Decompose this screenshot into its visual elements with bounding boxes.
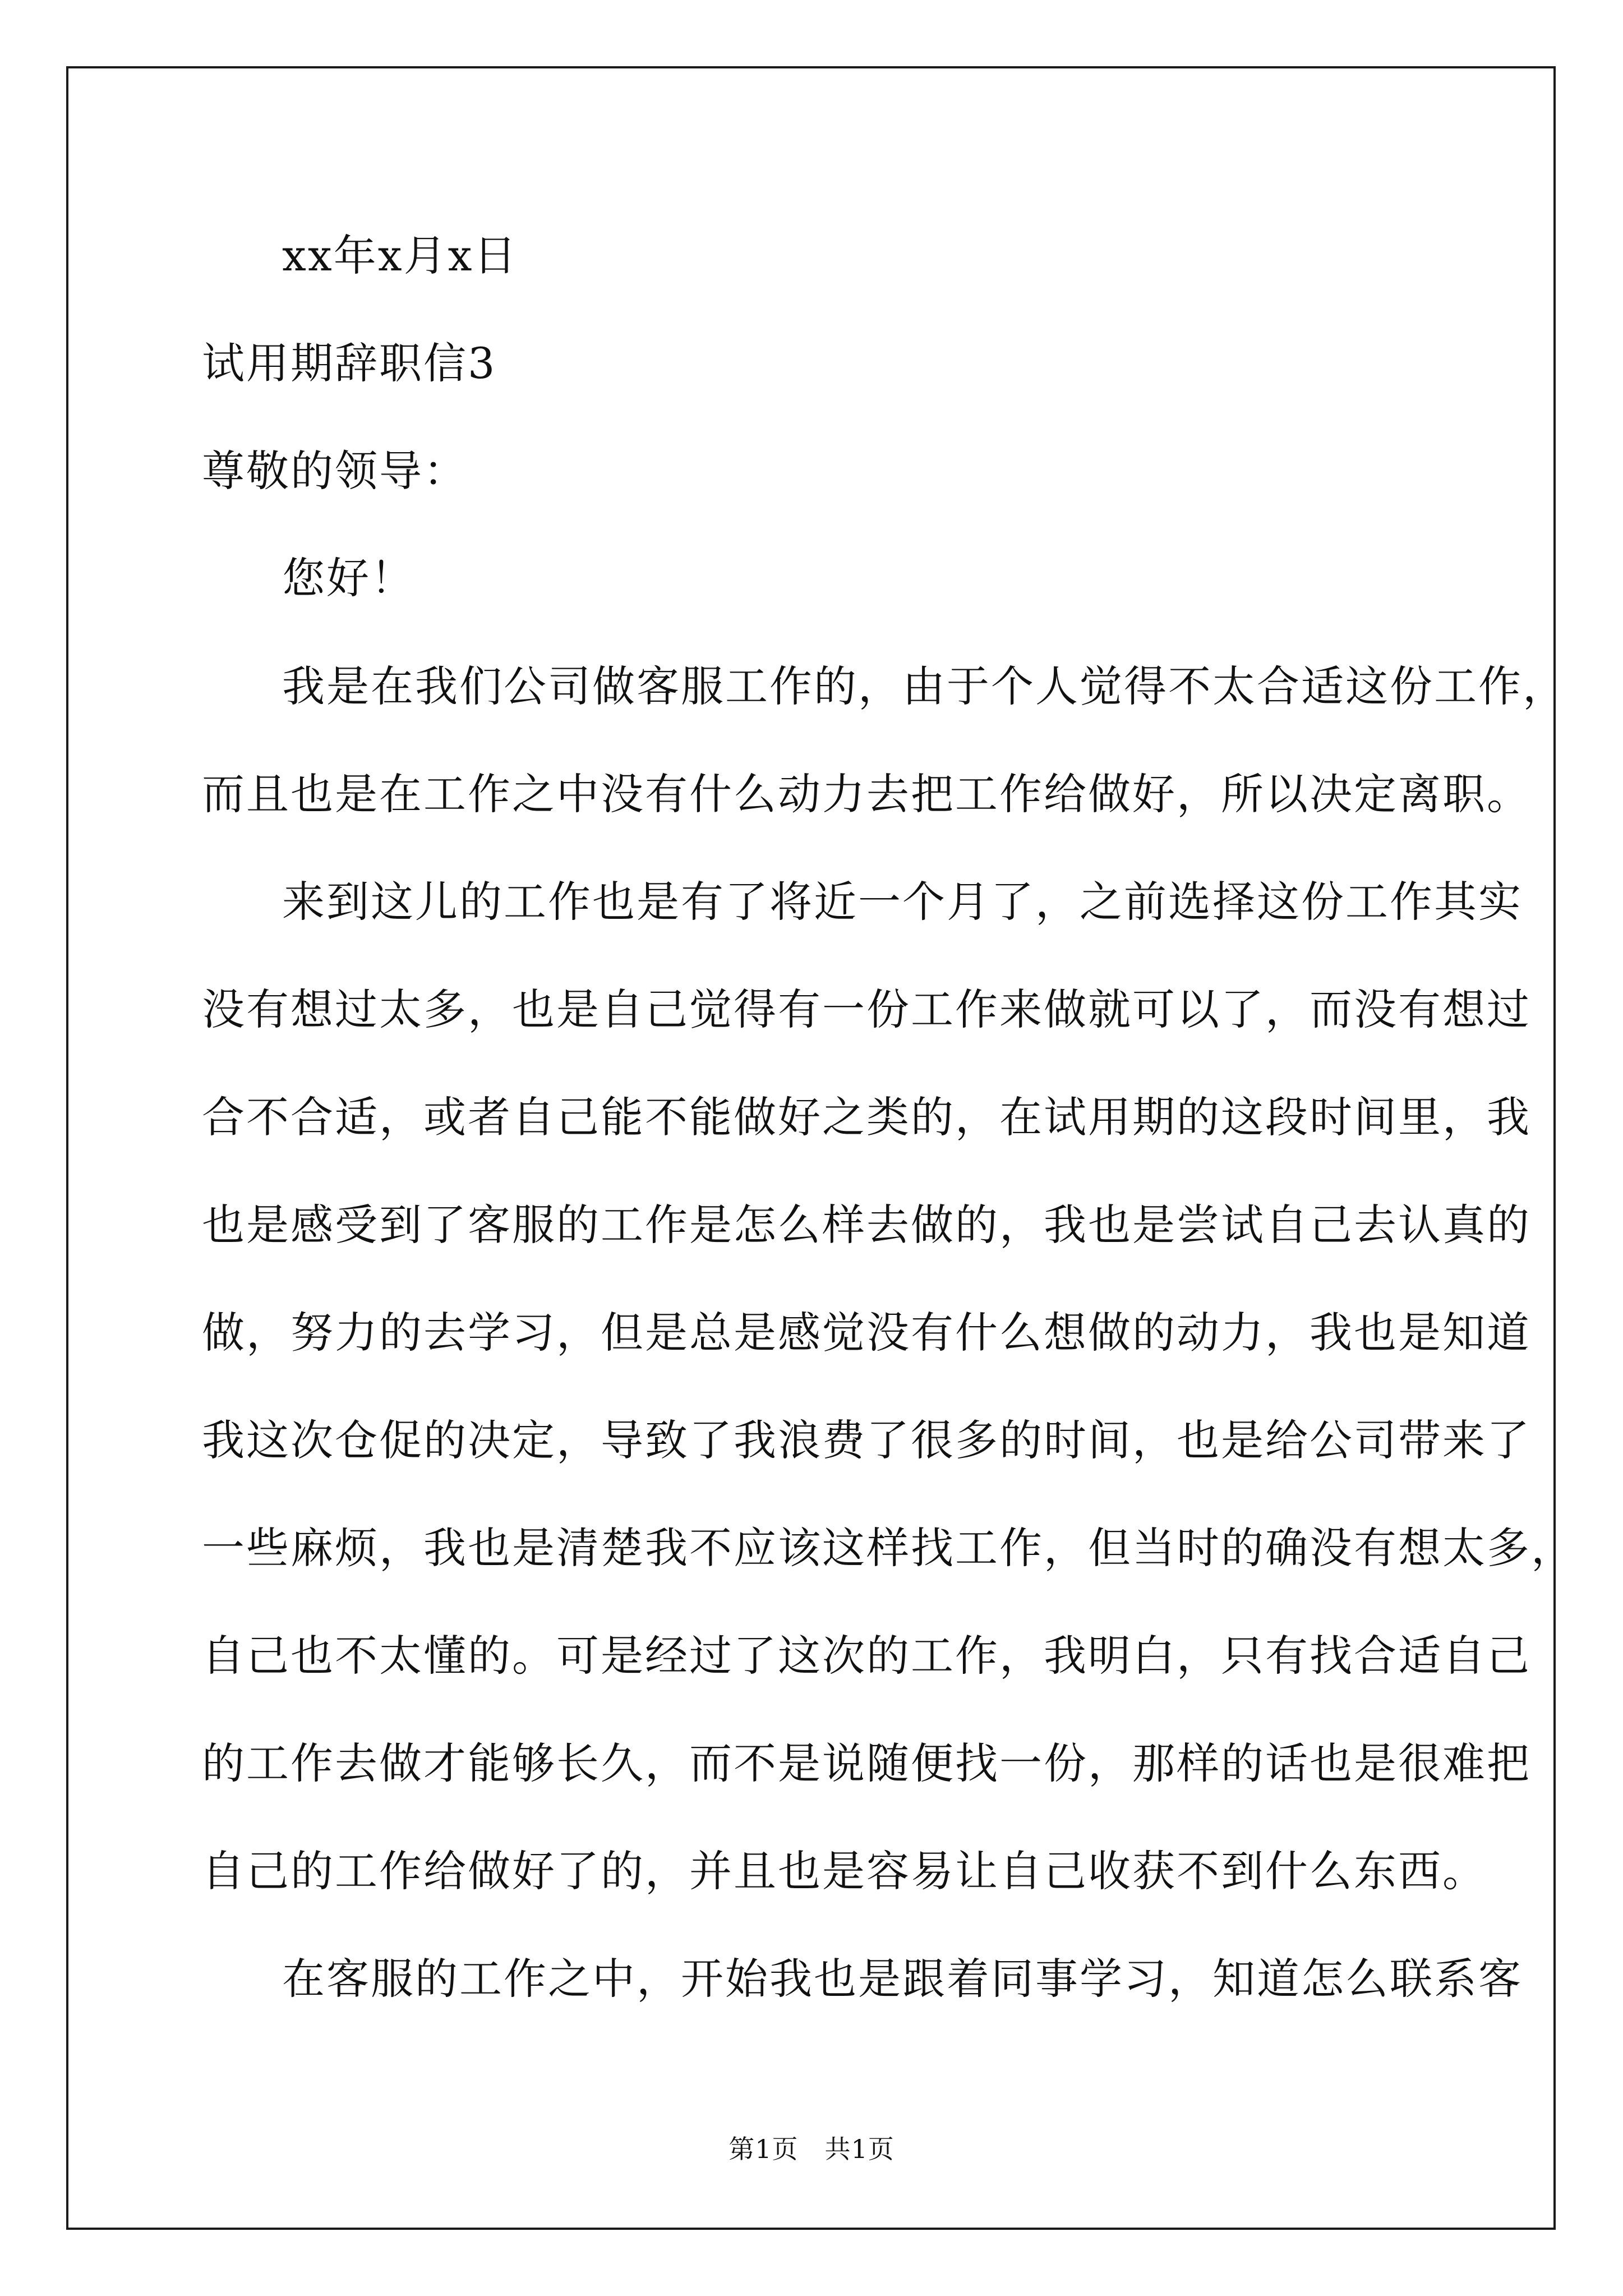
paragraph-1-line-2: 而且也是在工作之中没有什么动力去把工作给做好，所以决定离职。 — [202, 769, 1531, 819]
page-footer: 第1页 共1页 — [728, 2134, 895, 2164]
paragraph-2-line-2: 没有想过太多，也是自己觉得有一份工作来做就可以了，而没有想过 — [202, 984, 1531, 1034]
paragraph-2-line-3: 合不合适，或者自己能不能做好之类的，在试用期的这段时间里，我 — [202, 1092, 1531, 1142]
paragraph-2-line-9: 的工作去做才能够长久，而不是说随便找一份，那样的话也是很难把 — [202, 1738, 1531, 1788]
salutation: 尊敬的领导： — [202, 446, 468, 496]
paragraph-3-line-1: 在客服的工作之中，开始我也是跟着同事学习，知道怎么联系客 — [282, 1954, 1523, 2004]
date-line: xx年x月x日 — [282, 231, 518, 280]
page-border — [66, 66, 1556, 2230]
paragraph-2-line-6: 我这次仓促的决定，导致了我浪费了很多的时间，也是给公司带来了 — [202, 1415, 1531, 1465]
paragraph-2-line-1: 来到这儿的工作也是有了将近一个月了，之前选择这份工作其实 — [282, 877, 1523, 927]
greeting: 您好！ — [282, 553, 415, 603]
letter-title: 试用期辞职信3 — [202, 338, 497, 388]
paragraph-2-line-8: 自己也不太懂的。可是经过了这次的工作，我明白，只有找合适自己 — [202, 1631, 1531, 1681]
paragraph-2-line-5: 做，努力的去学习，但是总是感觉没有什么想做的动力，我也是知道 — [202, 1308, 1531, 1358]
paragraph-2-line-4: 也是感受到了客服的工作是怎么样去做的，我也是尝试自己去认真的 — [202, 1200, 1531, 1250]
paragraph-2-line-10: 自己的工作给做好了的，并且也是容易让自己收获不到什么东西。 — [202, 1846, 1487, 1896]
paragraph-2-line-7: 一些麻烦，我也是清楚我不应该这样找工作，但当时的确没有想太多， — [202, 1523, 1575, 1573]
paragraph-1-line-1: 我是在我们公司做客服工作的，由于个人觉得不太合适这份工作， — [282, 661, 1567, 711]
